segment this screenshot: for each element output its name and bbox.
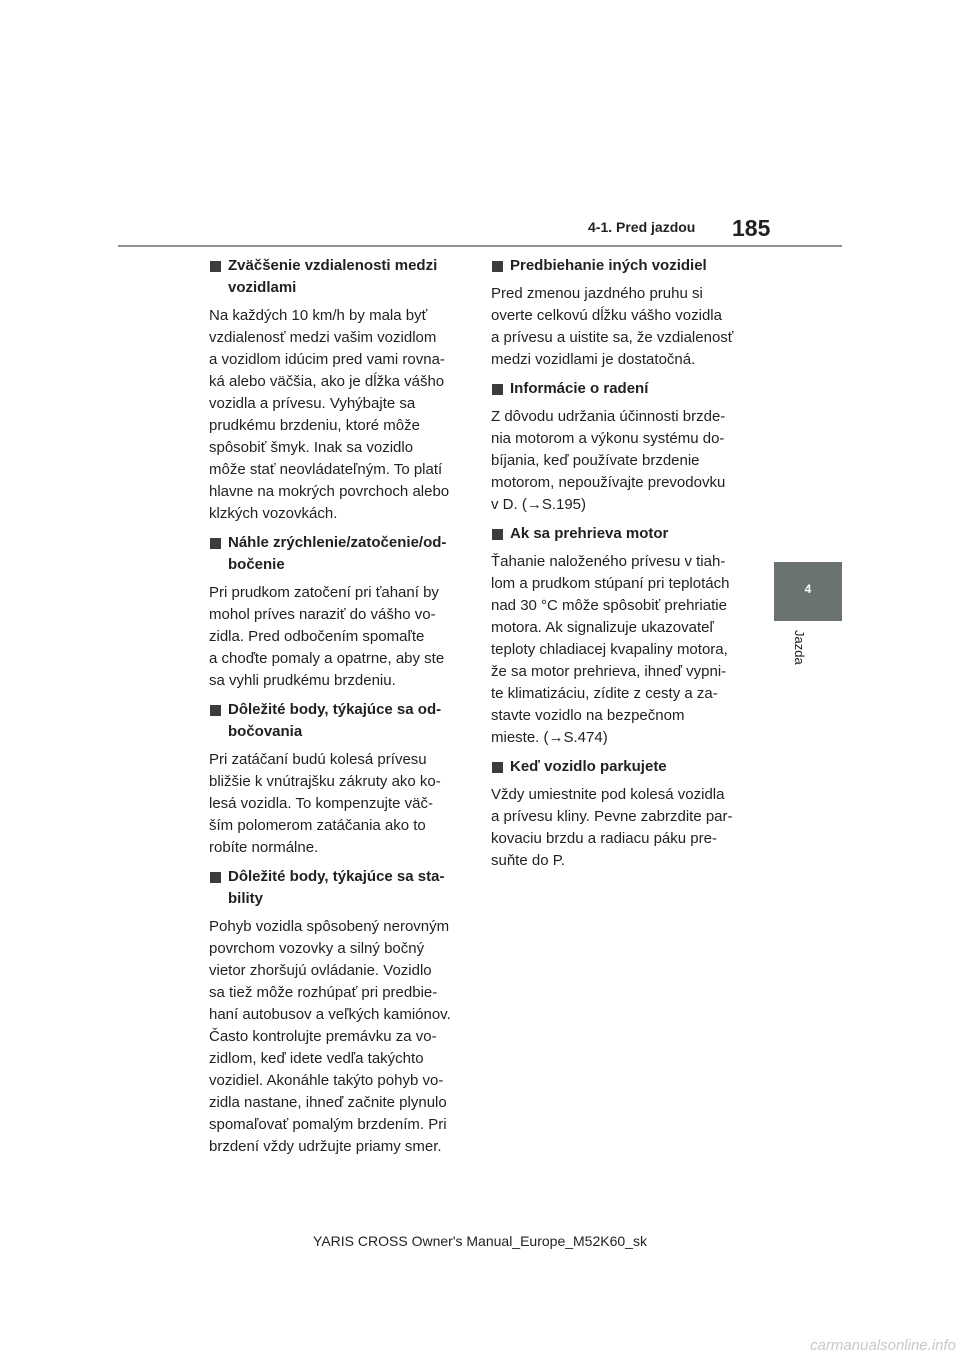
square-bullet-icon <box>492 762 503 773</box>
body-text-line: overte celkovú dĺžku vášho vozidla <box>491 307 722 324</box>
body-text-line: haní autobusov a veľkých kamiónov. <box>209 1006 451 1023</box>
section <box>491 255 753 371</box>
body-text-line: Pred zmenou jazdného pruhu si <box>491 285 703 302</box>
body-text-line: môže stať neovládateľným. To platí <box>209 461 443 478</box>
body-text-line: lom a prudkom stúpaní pri teplotách <box>491 575 730 592</box>
section-heading <box>491 378 753 400</box>
section-body <box>209 916 467 1158</box>
body-text-line: suňte do P. <box>491 852 565 869</box>
section-body <box>491 406 753 516</box>
section <box>209 532 467 692</box>
section-heading <box>491 756 753 778</box>
body-text-line: spomaľovať pomalým brzdením. Pri <box>209 1116 447 1133</box>
body-text-line: Pri prudkom zatočení pri ťahaní by <box>209 584 439 601</box>
watermark: carmanualsonline.info <box>810 1337 956 1354</box>
page-number: 185 <box>732 215 771 241</box>
body-text-line: vzdialenosť medzi vašim vozidlom <box>209 329 437 346</box>
body-text-line: Často kontrolujte premávku za vo- <box>209 1028 437 1045</box>
square-bullet-icon <box>210 538 221 549</box>
section-body <box>209 305 467 525</box>
section <box>209 866 467 1158</box>
square-bullet-icon <box>210 261 221 272</box>
body-text-line: mieste. (→S.474) <box>491 729 608 746</box>
section-heading-line: bočenie <box>228 556 285 573</box>
right-column <box>491 255 753 879</box>
section-heading-line: vozidlami <box>228 279 297 296</box>
body-text-line: Na každých 10 km/h by mala byť <box>209 307 428 324</box>
section-body <box>209 749 467 859</box>
body-text-line: v D. (→S.195) <box>491 496 587 513</box>
section-heading-line: Náhle zrýchlenie/zatočenie/od- <box>228 534 447 551</box>
body-text-line: ká alebo väčšia, ako je dĺžka vášho <box>209 373 445 390</box>
body-text-line: prudkému brzdeniu, ktoré môže <box>209 417 420 434</box>
body-text-line: ším polomerom zatáčania ako to <box>209 817 426 834</box>
body-text-line: spôsobiť šmyk. Inak sa vozidlo <box>209 439 414 456</box>
body-text-line: brzdení vždy udržujte priamy smer. <box>209 1138 442 1155</box>
body-text-line: Vždy umiestnite pod kolesá vozidla <box>491 786 725 803</box>
body-text-line: lesá vozidla. To kompenzujte väč- <box>209 795 434 812</box>
body-text-line: nia motorom a výkonu systému do- <box>491 430 725 447</box>
body-text-line: Pohyb vozidla spôsobený nerovným <box>209 918 450 935</box>
square-bullet-icon <box>210 705 221 716</box>
section-heading <box>209 699 467 743</box>
body-text-line: teploty chladiacej kvapaliny motora, <box>491 641 728 658</box>
section <box>491 756 753 872</box>
section-heading <box>209 255 467 299</box>
chapter-label <box>792 630 808 690</box>
section-heading-line: Zväčšenie vzdialenosti medzi <box>228 257 438 274</box>
body-text-line: a choďte pomaly a opatrne, aby ste <box>209 650 445 667</box>
body-text-line: a vozidlom idúcim pred vami rovna- <box>209 351 445 368</box>
chapter-tab <box>774 562 842 621</box>
header-section-title: 4-1. Pred jazdou <box>588 219 696 235</box>
section-heading <box>491 255 753 277</box>
section-heading-line: bility <box>228 890 264 907</box>
body-text-line: bíjania, keď používate brzdenie <box>491 452 700 469</box>
section <box>209 255 467 525</box>
body-text-line: sa tiež môže rozhúpať pri predbie- <box>209 984 438 1001</box>
body-text-line: že sa motor prehrieva, ihneď vypni- <box>491 663 727 680</box>
header-divider <box>118 245 842 247</box>
body-text-line: bližšie k vnútrajšku zákruty ako ko- <box>209 773 441 790</box>
section <box>491 378 753 516</box>
body-text-line: motorom, nepoužívajte prevodovku <box>491 474 726 491</box>
body-text-line: nad 30 °C môže spôsobiť prehriatie <box>491 597 727 614</box>
section-heading <box>209 532 467 576</box>
body-text-line: povrchom vozovky a silný bočný <box>209 940 425 957</box>
body-text-line: zidla. Pred odbočením spomaľte <box>209 628 425 645</box>
chapter-number: 4 <box>804 582 812 596</box>
body-text-line: Ťahanie naloženého prívesu v tiah- <box>491 553 726 570</box>
body-text-line: kovaciu brzdu a radiacu páku pre- <box>491 830 717 847</box>
body-text-line: sa vyhli prudkému brzdeniu. <box>209 672 396 689</box>
left-column <box>209 255 467 1165</box>
body-text-line: vozidla a prívesu. Vyhýbajte sa <box>209 395 416 412</box>
section-heading-line: Dôležité body, týkajúce sa od- <box>228 701 442 718</box>
body-text-line: a prívesu a uistite sa, že vzdialenosť <box>491 329 734 346</box>
square-bullet-icon <box>210 872 221 883</box>
square-bullet-icon <box>492 384 503 395</box>
section-body <box>491 283 753 371</box>
section-body <box>491 784 753 872</box>
body-text-line: vietor zhoršujú ovládanie. Vozidlo <box>209 962 432 979</box>
square-bullet-icon <box>492 529 503 540</box>
body-text-line: mohol príves naraziť do vášho vo- <box>209 606 436 623</box>
body-text-line: hlavne na mokrých povrchoch alebo <box>209 483 450 500</box>
footer-manual-title: YARIS CROSS Owner's Manual_Europe_M52K60_sk <box>313 1233 647 1249</box>
section-heading <box>491 523 753 545</box>
body-text-line: medzi vozidlami je dostatočná. <box>491 351 696 368</box>
chapter-label-text: Jazda <box>792 630 807 665</box>
body-text-line: Pri zatáčaní budú kolesá prívesu <box>209 751 427 768</box>
section-heading-line: Informácie o radení <box>510 380 649 397</box>
body-text-line: zidlom, keď idete vedľa takýchto <box>209 1050 424 1067</box>
section-body <box>491 551 753 749</box>
section-heading-line: bočovania <box>228 723 303 740</box>
body-text-line: stavte vozidlo na bezpečnom <box>491 707 685 724</box>
body-text-line: a prívesu kliny. Pevne zabrzdite par- <box>491 808 733 825</box>
section-heading <box>209 866 467 910</box>
body-text-line: te klimatizáciu, zídite z cesty a za- <box>491 685 718 702</box>
body-text-line: robíte normálne. <box>209 839 319 856</box>
section <box>209 699 467 859</box>
section-heading-line: Ak sa prehrieva motor <box>510 525 669 542</box>
body-text-line: zidla nastane, ihneď začnite plynulo <box>209 1094 447 1111</box>
body-text-line: motora. Ak signalizuje ukazovateľ <box>491 619 714 636</box>
body-text-line: Z dôvodu udržania účinnosti brzde- <box>491 408 726 425</box>
section-body <box>209 582 467 692</box>
section-heading-line: Keď vozidlo parkujete <box>510 758 667 775</box>
section-heading-line: Dôležité body, týkajúce sa sta- <box>228 868 445 885</box>
body-text-line: klzkých vozovkách. <box>209 505 338 522</box>
section-heading-line: Predbiehanie iných vozidiel <box>510 257 707 274</box>
square-bullet-icon <box>492 261 503 272</box>
section <box>491 523 753 749</box>
body-text-line: vozidiel. Akonáhle takýto pohyb vo- <box>209 1072 444 1089</box>
